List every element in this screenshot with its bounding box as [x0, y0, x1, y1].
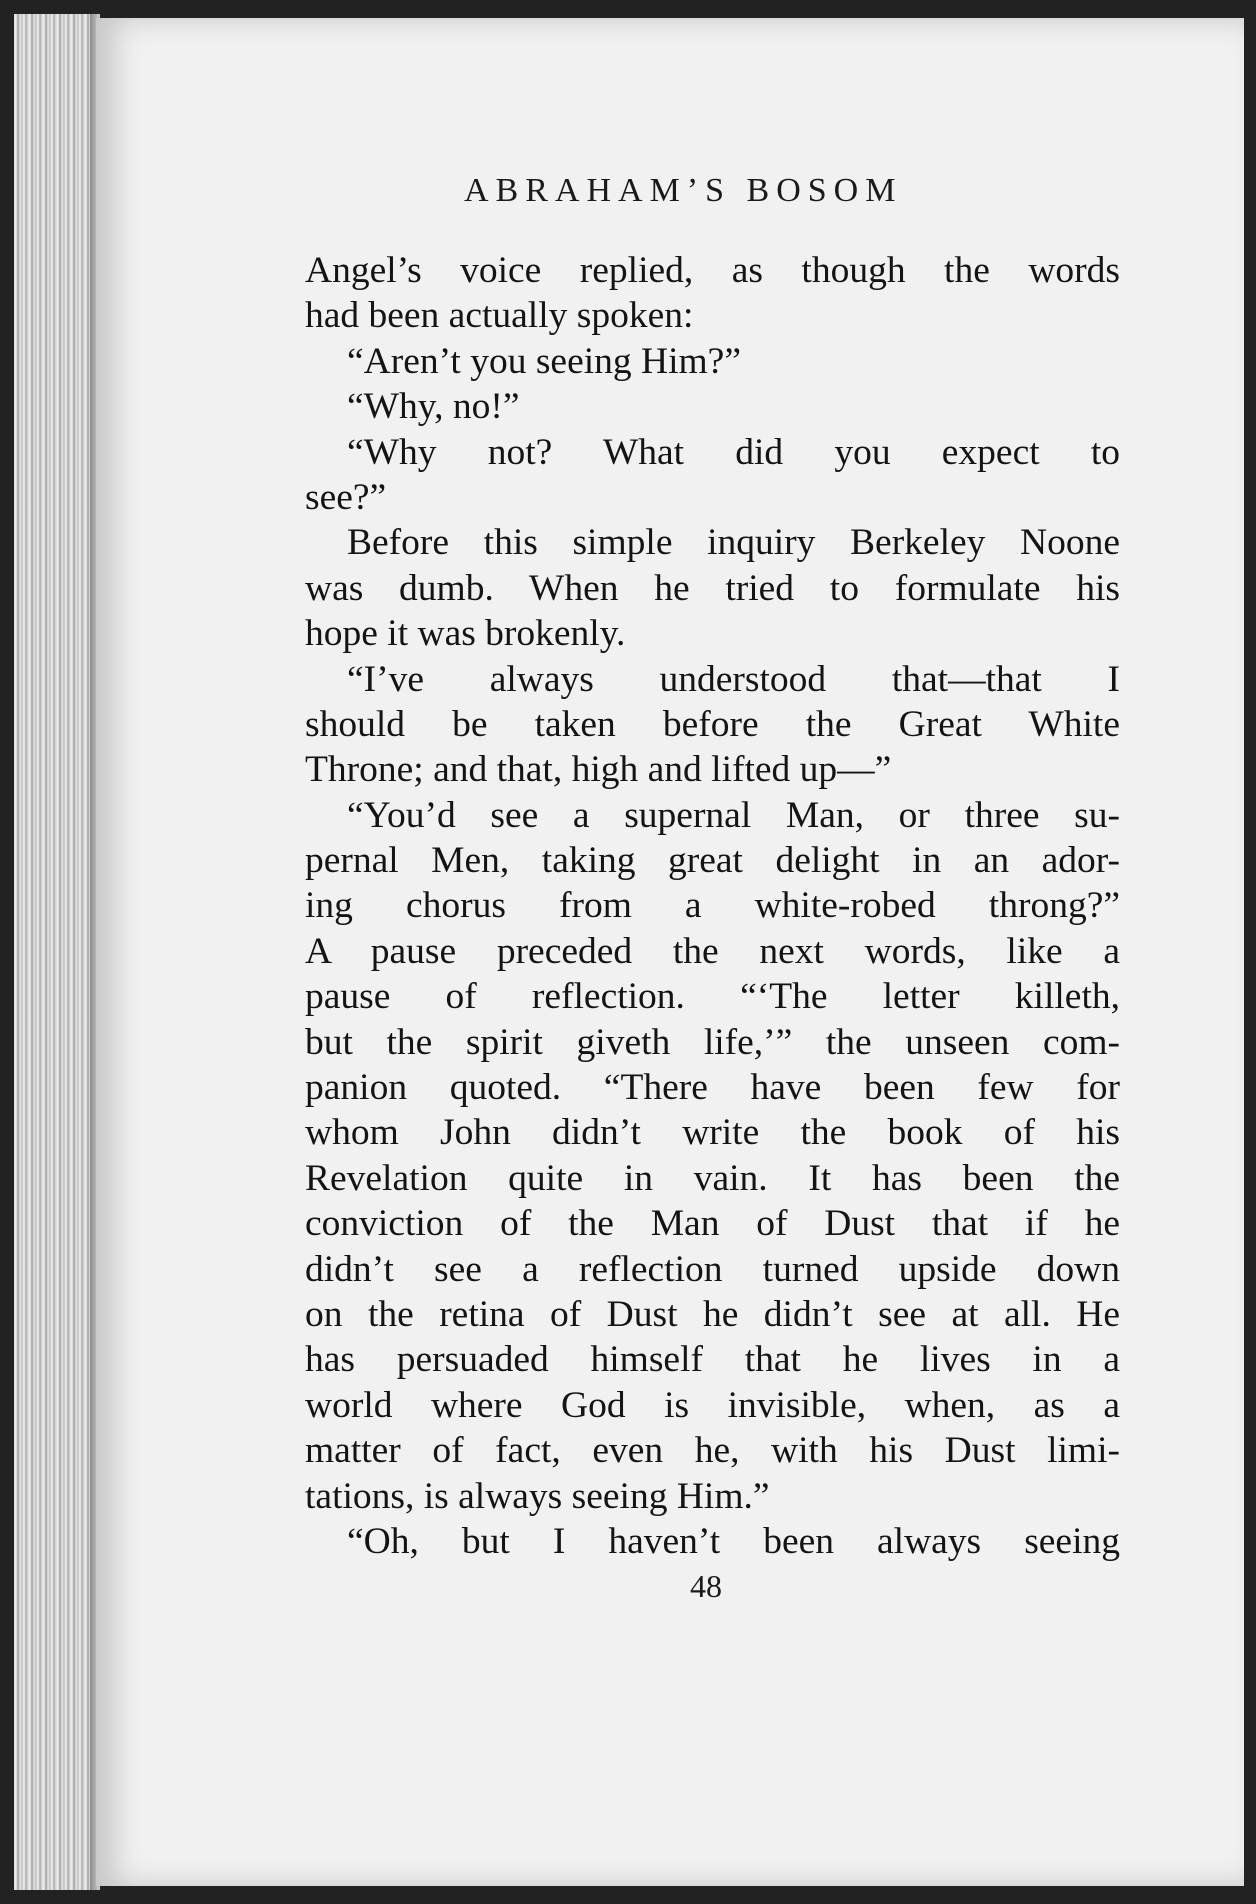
text-line: see?” — [305, 476, 387, 518]
text-line: pernal Men, taking great delight in an ador- — [305, 840, 1120, 882]
text-line: pause of reflection. “‘The letter killeth, — [305, 976, 1120, 1018]
text-line: “Why, no!” — [347, 386, 520, 428]
text-line: didn’t see a reflection turned upside down — [305, 1248, 1120, 1290]
text-line: whom John didn’t write the book of his — [305, 1112, 1120, 1154]
text-line: Revelation quite in vain. It has been the — [305, 1157, 1120, 1199]
body-text — [305, 248, 1120, 1564]
text-line: has persuaded himself that he lives in a — [305, 1339, 1120, 1381]
text-line: Throne; and that, high and lifted up—” — [305, 749, 892, 791]
text-line: “Why not? What did you expect to — [347, 431, 1120, 473]
text-line: “I’ve always understood that—that I — [347, 658, 1120, 700]
text-line: “Oh, but I haven’t been always seeing — [347, 1520, 1120, 1562]
text-line: “You’d see a supernal Man, or three su- — [347, 794, 1120, 836]
page-number: 48 — [690, 1568, 722, 1604]
text-line: matter of fact, even he, with his Dust limi- — [305, 1430, 1120, 1472]
text-line: “Aren’t you seeing Him?” — [347, 340, 741, 382]
text-line: on the retina of Dust he didn’t see at all. He — [305, 1293, 1120, 1335]
text-line: panion quoted. “There have been few for — [305, 1067, 1120, 1109]
text-line: had been actually spoken: — [305, 295, 694, 337]
text-line: Angel’s voice replied, as though the words — [305, 250, 1120, 291]
page-edges — [14, 14, 100, 1890]
text-line: Before this simple inquiry Berkeley Noone — [347, 522, 1120, 564]
text-line: hope it was brokenly. — [305, 613, 626, 655]
text-line: A pause preceded the next words, like a — [305, 930, 1120, 972]
text-line: tations, is always seeing Him.” — [305, 1475, 770, 1517]
running-head: ABRAHAM’S BOSOM — [464, 172, 903, 209]
text-line: world where God is invisible, when, as a — [305, 1384, 1120, 1426]
text-line: was dumb. When he tried to formulate his — [305, 567, 1120, 609]
text-line: should be taken before the Great White — [305, 703, 1120, 745]
text-line: but the spirit giveth life,’” the unseen com- — [305, 1021, 1120, 1063]
text-line: conviction of the Man of Dust that if he — [305, 1203, 1120, 1245]
text-line: ing chorus from a white-robed throng?” — [305, 885, 1120, 927]
